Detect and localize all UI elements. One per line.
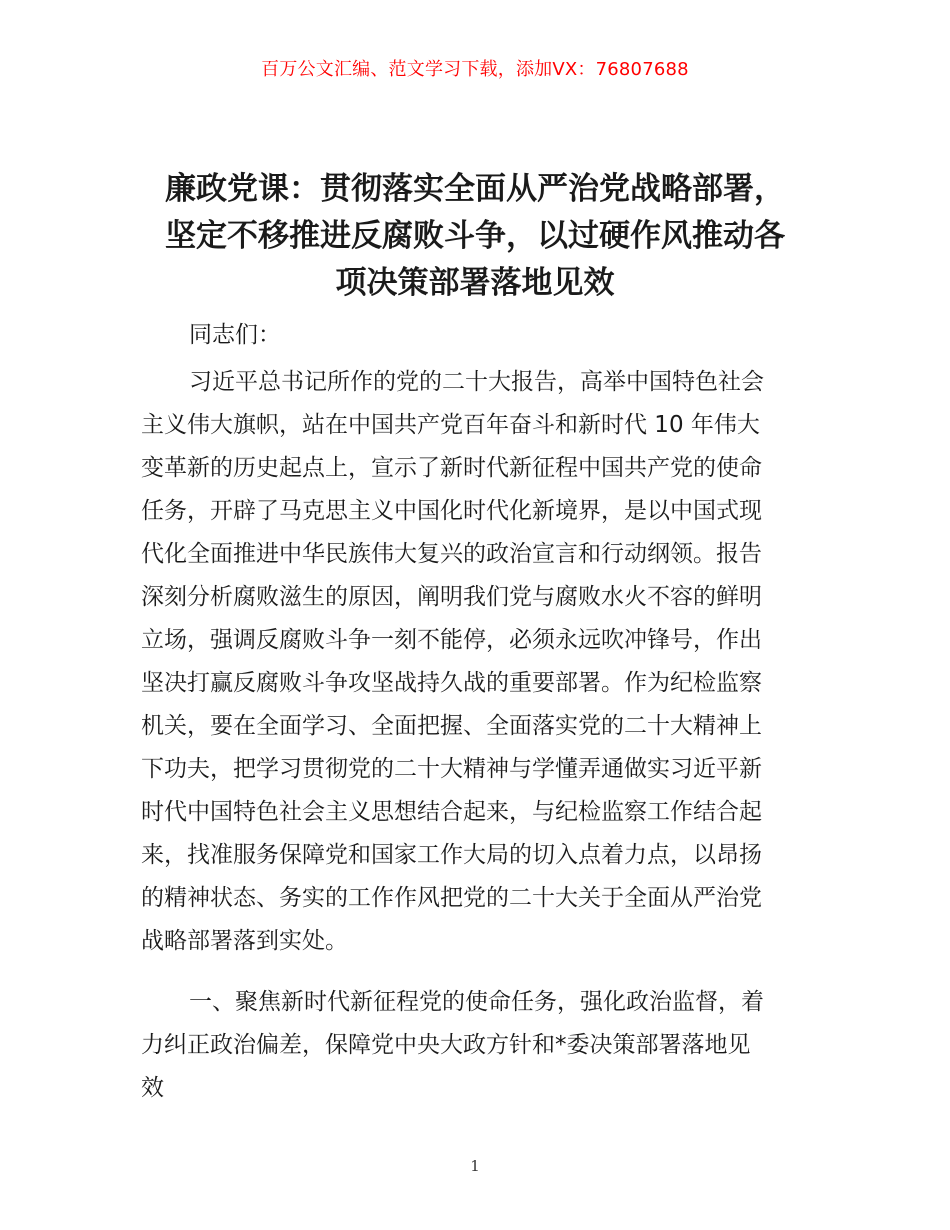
paragraph-line: 立场，强调反腐败斗争一刻不能停，必须永远吹冲锋号，作出 [141, 627, 762, 653]
title-line-3: 项决策部署落地见效 [335, 265, 615, 301]
paragraph-line: 来，找准服务保障党和国家工作大局的切入点着力点，以昂扬 [141, 842, 762, 868]
paragraph-line: 战略部署落到实处。 [141, 928, 348, 954]
paragraph-line: 效 [141, 1075, 164, 1101]
paragraph-line: 主义伟大旗帜，站在中国共产党百年奋斗和新时代 10 年伟大 [141, 412, 760, 438]
paragraph-line: 机关，要在全面学习、全面把握、全面落实党的二十大精神上 [141, 713, 762, 739]
paragraph-line: 下功夫，把学习贯彻党的二十大精神与学懂弄通做实习近平新 [141, 756, 762, 782]
paragraph-line: 习近平总书记所作的党的二十大报告，高举中国特色社会 [189, 369, 764, 395]
paragraph-line: 一、聚焦新时代新征程党的使命任务，强化政治监督，着 [189, 989, 764, 1015]
paragraph-line: 坚决打赢反腐败斗争攻坚战持久战的重要部署。作为纪检监察 [141, 670, 762, 696]
title-line-1: 廉政党课：贯彻落实全面从严治党战略部署， [165, 171, 785, 207]
page-number: 1 [470, 1157, 480, 1175]
paragraph-line: 的精神状态、务实的工作作风把党的二十大关于全面从严治党 [141, 885, 762, 911]
paragraph-1 [141, 361, 811, 963]
paragraph-line: 代化全面推进中华民族伟大复兴的政治宣言和行动纲领。报告 [141, 541, 762, 567]
paragraph-line: 深刻分析腐败滋生的原因，阐明我们党与腐败水火不容的鲜明 [141, 584, 762, 610]
paragraph-line: 时代中国特色社会主义思想结合起来，与纪检监察工作结合起 [141, 799, 762, 825]
salutation: 同志们： [189, 322, 281, 348]
document-title [120, 166, 830, 307]
paragraph-line: 力纠正政治偏差，保障党中央大政方针和*委决策部署落地见 [141, 1032, 751, 1058]
title-line-2: 坚定不移推进反腐败斗争，以过硬作风推动各 [165, 218, 785, 254]
section-heading-1 [141, 981, 811, 1110]
paragraph-line: 变革新的历史起点上，宣示了新时代新征程中国共产党的使命 [141, 455, 762, 481]
paragraph-line: 任务，开辟了马克思主义中国化时代化新境界，是以中国式现 [141, 498, 762, 524]
header-watermark: 百万公文汇编、范文学习下载，添加VX：76807688 [261, 59, 689, 80]
